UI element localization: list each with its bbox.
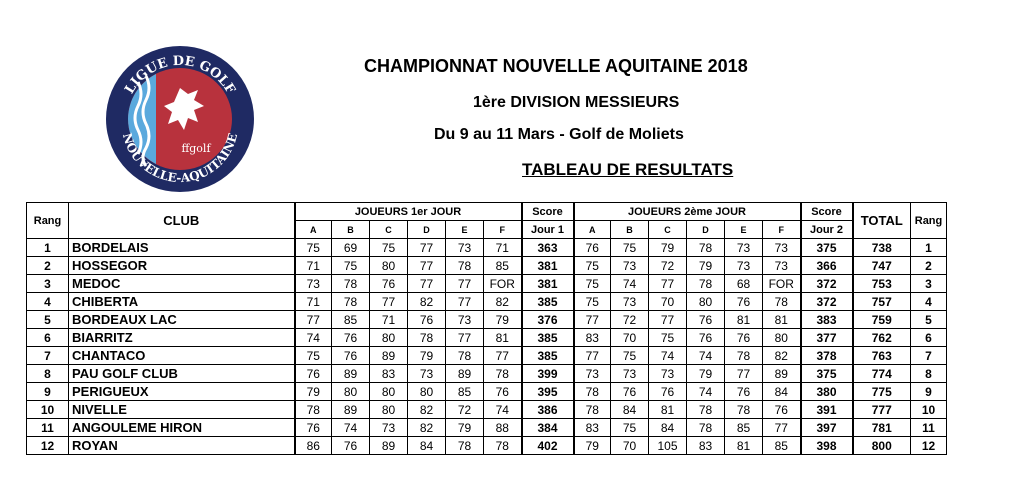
day1-score-cell: 78 (484, 365, 522, 383)
day1-score-cell: 76 (332, 347, 370, 365)
day2-score-cell: 81 (649, 401, 687, 419)
table-row (27, 239, 947, 257)
header-letter: A (574, 221, 611, 239)
score-jour1-cell: 386 (522, 401, 574, 419)
rank2-cell: 7 (911, 347, 947, 365)
day2-score-cell: 85 (763, 437, 801, 455)
day2-score-cell: 75 (611, 419, 649, 437)
day1-score-cell: 89 (370, 437, 408, 455)
day2-score-cell: 74 (649, 347, 687, 365)
day2-score-cell: 76 (649, 383, 687, 401)
header-rang2: Rang (911, 203, 947, 239)
score-jour2-cell: 398 (801, 437, 853, 455)
day1-score-cell: 82 (408, 419, 446, 437)
total-cell: 775 (853, 383, 911, 401)
score-jour2-cell: 378 (801, 347, 853, 365)
day1-score-cell: 89 (446, 365, 484, 383)
day2-score-cell: 78 (687, 275, 725, 293)
day1-score-cell: 80 (332, 383, 370, 401)
rank2-cell: 4 (911, 293, 947, 311)
club-cell: BIARRITZ (69, 329, 295, 347)
table-row (27, 383, 947, 401)
day2-score-cell: 73 (574, 365, 611, 383)
day2-score-cell: 76 (725, 329, 763, 347)
day1-score-cell: 89 (370, 347, 408, 365)
header-letter: D (408, 221, 446, 239)
total-cell: 759 (853, 311, 911, 329)
day1-score-cell: 89 (332, 365, 370, 383)
score-jour1-cell: 384 (522, 419, 574, 437)
total-cell: 777 (853, 401, 911, 419)
day2-score-cell: 78 (725, 347, 763, 365)
score-jour1-cell: 385 (522, 347, 574, 365)
score-jour1-cell: 402 (522, 437, 574, 455)
total-cell: 762 (853, 329, 911, 347)
header-day2: JOUEURS 2ème JOUR (574, 203, 801, 221)
day2-score-cell: 70 (649, 293, 687, 311)
table-row (27, 275, 947, 293)
day2-score-cell: 73 (725, 257, 763, 275)
score-jour1-cell: 376 (522, 311, 574, 329)
day1-score-cell: 80 (370, 257, 408, 275)
total-cell: 757 (853, 293, 911, 311)
day1-score-cell: 82 (408, 293, 446, 311)
table-row (27, 401, 947, 419)
day1-score-cell: 77 (408, 257, 446, 275)
score-jour1-cell: 385 (522, 329, 574, 347)
rank-cell: 5 (27, 311, 69, 329)
day2-score-cell: FOR (763, 275, 801, 293)
header-score2: Score (801, 203, 853, 221)
day1-score-cell: 79 (484, 311, 522, 329)
day2-score-cell: 79 (687, 257, 725, 275)
table-row (27, 257, 947, 275)
day1-score-cell: 82 (408, 401, 446, 419)
day1-score-cell: 80 (408, 383, 446, 401)
day1-score-cell: 80 (370, 401, 408, 419)
day2-score-cell: 73 (763, 239, 801, 257)
day1-score-cell: 76 (332, 437, 370, 455)
event-dates: Du 9 au 11 Mars - Golf de Moliets (434, 126, 684, 143)
club-cell: MEDOC (69, 275, 295, 293)
club-cell: BORDELAIS (69, 239, 295, 257)
day1-score-cell: 75 (332, 257, 370, 275)
day1-score-cell: 71 (484, 239, 522, 257)
day2-score-cell: 78 (687, 419, 725, 437)
day1-score-cell: 76 (370, 275, 408, 293)
day1-score-cell: 77 (446, 275, 484, 293)
day2-score-cell: 77 (649, 275, 687, 293)
day2-score-cell: 75 (574, 275, 611, 293)
day1-score-cell: 78 (332, 275, 370, 293)
rank-cell: 1 (27, 239, 69, 257)
table-row (27, 347, 947, 365)
day1-score-cell: 71 (370, 311, 408, 329)
day2-score-cell: 74 (687, 347, 725, 365)
header-letter: D (687, 221, 725, 239)
logo-bottom-text: NOUVELLE-AQUITAINE (119, 131, 241, 186)
rank-cell: 10 (27, 401, 69, 419)
score-jour2-cell: 372 (801, 275, 853, 293)
day1-score-cell: 81 (484, 329, 522, 347)
day2-score-cell: 72 (649, 257, 687, 275)
table-row (27, 419, 947, 437)
day1-score-cell: 73 (446, 239, 484, 257)
score-jour1-cell: 381 (522, 257, 574, 275)
day2-score-cell: 83 (574, 419, 611, 437)
day1-score-cell: 73 (408, 365, 446, 383)
total-cell: 747 (853, 257, 911, 275)
division-subtitle: 1ère DIVISION MESSIEURS (473, 94, 680, 111)
day2-score-cell: 79 (687, 365, 725, 383)
day1-score-cell: 71 (295, 293, 332, 311)
day2-score-cell: 89 (763, 365, 801, 383)
score-jour1-cell: 399 (522, 365, 574, 383)
day1-score-cell: 71 (295, 257, 332, 275)
table-title: TABLEAU DE RESULTATS (522, 160, 734, 179)
score-jour2-cell: 391 (801, 401, 853, 419)
day1-score-cell: 73 (446, 311, 484, 329)
rank-cell: 12 (27, 437, 69, 455)
club-cell: PAU GOLF CLUB (69, 365, 295, 383)
rank2-cell: 8 (911, 365, 947, 383)
score-jour2-cell: 383 (801, 311, 853, 329)
rank-cell: 4 (27, 293, 69, 311)
day1-score-cell: 77 (408, 239, 446, 257)
total-cell: 800 (853, 437, 911, 455)
day1-score-cell: 78 (446, 437, 484, 455)
header-row (27, 203, 947, 221)
header-day1: JOUEURS 1er JOUR (295, 203, 522, 221)
rank2-cell: 2 (911, 257, 947, 275)
rank2-cell: 11 (911, 419, 947, 437)
day1-score-cell: 77 (295, 311, 332, 329)
day1-score-cell: 77 (446, 329, 484, 347)
day2-score-cell: 77 (574, 311, 611, 329)
rank2-cell: 3 (911, 275, 947, 293)
day1-score-cell: 78 (446, 347, 484, 365)
day1-score-cell: 80 (370, 383, 408, 401)
day2-score-cell: 73 (763, 257, 801, 275)
club-cell: CHANTACO (69, 347, 295, 365)
day2-score-cell: 80 (687, 293, 725, 311)
score-jour2-cell: 366 (801, 257, 853, 275)
day2-score-cell: 84 (649, 419, 687, 437)
day2-score-cell: 73 (611, 257, 649, 275)
day2-score-cell: 78 (574, 401, 611, 419)
day2-score-cell: 81 (725, 437, 763, 455)
score-jour2-cell: 375 (801, 239, 853, 257)
day1-score-cell: 78 (484, 437, 522, 455)
day1-score-cell: 85 (484, 257, 522, 275)
day1-score-cell: 85 (332, 311, 370, 329)
header-letter: C (649, 221, 687, 239)
day2-score-cell: 77 (725, 365, 763, 383)
header-score1: Score (522, 203, 574, 221)
club-cell: ROYAN (69, 437, 295, 455)
club-cell: HOSSEGOR (69, 257, 295, 275)
day1-score-cell: 74 (295, 329, 332, 347)
day1-score-cell: 86 (295, 437, 332, 455)
rank2-cell: 9 (911, 383, 947, 401)
rank-cell: 9 (27, 383, 69, 401)
club-cell: BORDEAUX LAC (69, 311, 295, 329)
day2-score-cell: 76 (574, 239, 611, 257)
score-jour2-cell: 372 (801, 293, 853, 311)
header-jour2: Jour 2 (801, 221, 853, 239)
day2-score-cell: 75 (611, 239, 649, 257)
day2-score-cell: 76 (687, 329, 725, 347)
day1-score-cell: 78 (295, 401, 332, 419)
table-row (27, 365, 947, 383)
header-total: TOTAL (853, 203, 911, 239)
total-cell: 774 (853, 365, 911, 383)
score-jour2-cell: 375 (801, 365, 853, 383)
header-letter: B (332, 221, 370, 239)
club-cell: NIVELLE (69, 401, 295, 419)
rank2-cell: 10 (911, 401, 947, 419)
day1-score-cell: 88 (484, 419, 522, 437)
day1-score-cell: 73 (295, 275, 332, 293)
day1-score-cell: 83 (370, 365, 408, 383)
day1-score-cell: 84 (408, 437, 446, 455)
rank-cell: 7 (27, 347, 69, 365)
day1-score-cell: 82 (484, 293, 522, 311)
day2-score-cell: 83 (687, 437, 725, 455)
logo-top-text: LIGUE DE GOLF (122, 53, 238, 97)
day1-score-cell: 89 (332, 401, 370, 419)
total-cell: 753 (853, 275, 911, 293)
day2-score-cell: 82 (763, 347, 801, 365)
day2-score-cell: 79 (649, 239, 687, 257)
day2-score-cell: 80 (763, 329, 801, 347)
day2-score-cell: 77 (649, 311, 687, 329)
day1-score-cell: 76 (332, 329, 370, 347)
day1-score-cell: 78 (332, 293, 370, 311)
header-rang: Rang (27, 203, 69, 239)
day1-score-cell: FOR (484, 275, 522, 293)
score-jour1-cell: 381 (522, 275, 574, 293)
day2-score-cell: 84 (611, 401, 649, 419)
day1-score-cell: 74 (332, 419, 370, 437)
day2-score-cell: 70 (611, 329, 649, 347)
day1-score-cell: 75 (370, 239, 408, 257)
total-cell: 781 (853, 419, 911, 437)
rank-cell: 6 (27, 329, 69, 347)
score-jour2-cell: 377 (801, 329, 853, 347)
day1-score-cell: 76 (295, 419, 332, 437)
day2-score-cell: 73 (611, 293, 649, 311)
rank-cell: 2 (27, 257, 69, 275)
table-row (27, 329, 947, 347)
day1-score-cell: 77 (484, 347, 522, 365)
table-row (27, 311, 947, 329)
day1-score-cell: 76 (484, 383, 522, 401)
day1-score-cell: 72 (446, 401, 484, 419)
day2-score-cell: 81 (763, 311, 801, 329)
table-row (27, 437, 947, 455)
day2-score-cell: 75 (611, 347, 649, 365)
header-club: CLUB (69, 203, 295, 239)
day2-score-cell: 75 (574, 293, 611, 311)
day2-score-cell: 78 (574, 383, 611, 401)
day2-score-cell: 68 (725, 275, 763, 293)
ligue-golf-logo (104, 44, 256, 194)
logo-brand-text: ffgolf (181, 142, 211, 155)
header-letter: F (484, 221, 522, 239)
day1-score-cell: 75 (295, 239, 332, 257)
header-letter: C (370, 221, 408, 239)
day2-score-cell: 78 (687, 401, 725, 419)
score-jour1-cell: 395 (522, 383, 574, 401)
day2-score-cell: 76 (725, 383, 763, 401)
total-cell: 763 (853, 347, 911, 365)
club-cell: ANGOULEME HIRON (69, 419, 295, 437)
rank-cell: 3 (27, 275, 69, 293)
day2-score-cell: 73 (725, 239, 763, 257)
day2-score-cell: 72 (611, 311, 649, 329)
day1-score-cell: 73 (370, 419, 408, 437)
page-title: CHAMPIONNAT NOUVELLE AQUITAINE 2018 (364, 56, 748, 76)
total-cell: 738 (853, 239, 911, 257)
header-letter: E (725, 221, 763, 239)
day2-score-cell: 75 (649, 329, 687, 347)
day1-score-cell: 78 (446, 257, 484, 275)
day1-score-cell: 79 (446, 419, 484, 437)
rank2-cell: 1 (911, 239, 947, 257)
rank2-cell: 5 (911, 311, 947, 329)
day1-score-cell: 77 (446, 293, 484, 311)
day2-score-cell: 84 (763, 383, 801, 401)
score-jour2-cell: 397 (801, 419, 853, 437)
day2-score-cell: 78 (725, 401, 763, 419)
day2-score-cell: 76 (763, 401, 801, 419)
rank-cell: 8 (27, 365, 69, 383)
rank2-cell: 12 (911, 437, 947, 455)
day1-score-cell: 78 (408, 329, 446, 347)
day1-score-cell: 69 (332, 239, 370, 257)
rank2-cell: 6 (911, 329, 947, 347)
header-letter: F (763, 221, 801, 239)
day2-score-cell: 76 (687, 311, 725, 329)
day1-score-cell: 85 (446, 383, 484, 401)
day2-score-cell: 76 (725, 293, 763, 311)
results-table (26, 202, 947, 455)
day1-score-cell: 77 (408, 275, 446, 293)
day2-score-cell: 78 (687, 239, 725, 257)
day2-score-cell: 75 (574, 257, 611, 275)
day1-score-cell: 79 (408, 347, 446, 365)
club-cell: CHIBERTA (69, 293, 295, 311)
table-row (27, 293, 947, 311)
day2-score-cell: 74 (687, 383, 725, 401)
day1-score-cell: 76 (295, 365, 332, 383)
day1-score-cell: 80 (370, 329, 408, 347)
day1-score-cell: 77 (370, 293, 408, 311)
day1-score-cell: 79 (295, 383, 332, 401)
day2-score-cell: 73 (649, 365, 687, 383)
day1-score-cell: 76 (408, 311, 446, 329)
day2-score-cell: 73 (611, 365, 649, 383)
day2-score-cell: 70 (611, 437, 649, 455)
day2-score-cell: 79 (574, 437, 611, 455)
header-letter: B (611, 221, 649, 239)
header-letter: A (295, 221, 332, 239)
header-jour1: Jour 1 (522, 221, 574, 239)
club-cell: PERIGUEUX (69, 383, 295, 401)
day2-score-cell: 74 (611, 275, 649, 293)
score-jour2-cell: 380 (801, 383, 853, 401)
day2-score-cell: 78 (763, 293, 801, 311)
day2-score-cell: 81 (725, 311, 763, 329)
day2-score-cell: 76 (611, 383, 649, 401)
header-letter: E (446, 221, 484, 239)
day2-score-cell: 105 (649, 437, 687, 455)
score-jour1-cell: 385 (522, 293, 574, 311)
score-jour1-cell: 363 (522, 239, 574, 257)
day2-score-cell: 85 (725, 419, 763, 437)
rank-cell: 11 (27, 419, 69, 437)
day1-score-cell: 75 (295, 347, 332, 365)
day2-score-cell: 83 (574, 329, 611, 347)
day1-score-cell: 74 (484, 401, 522, 419)
day2-score-cell: 77 (763, 419, 801, 437)
day2-score-cell: 77 (574, 347, 611, 365)
